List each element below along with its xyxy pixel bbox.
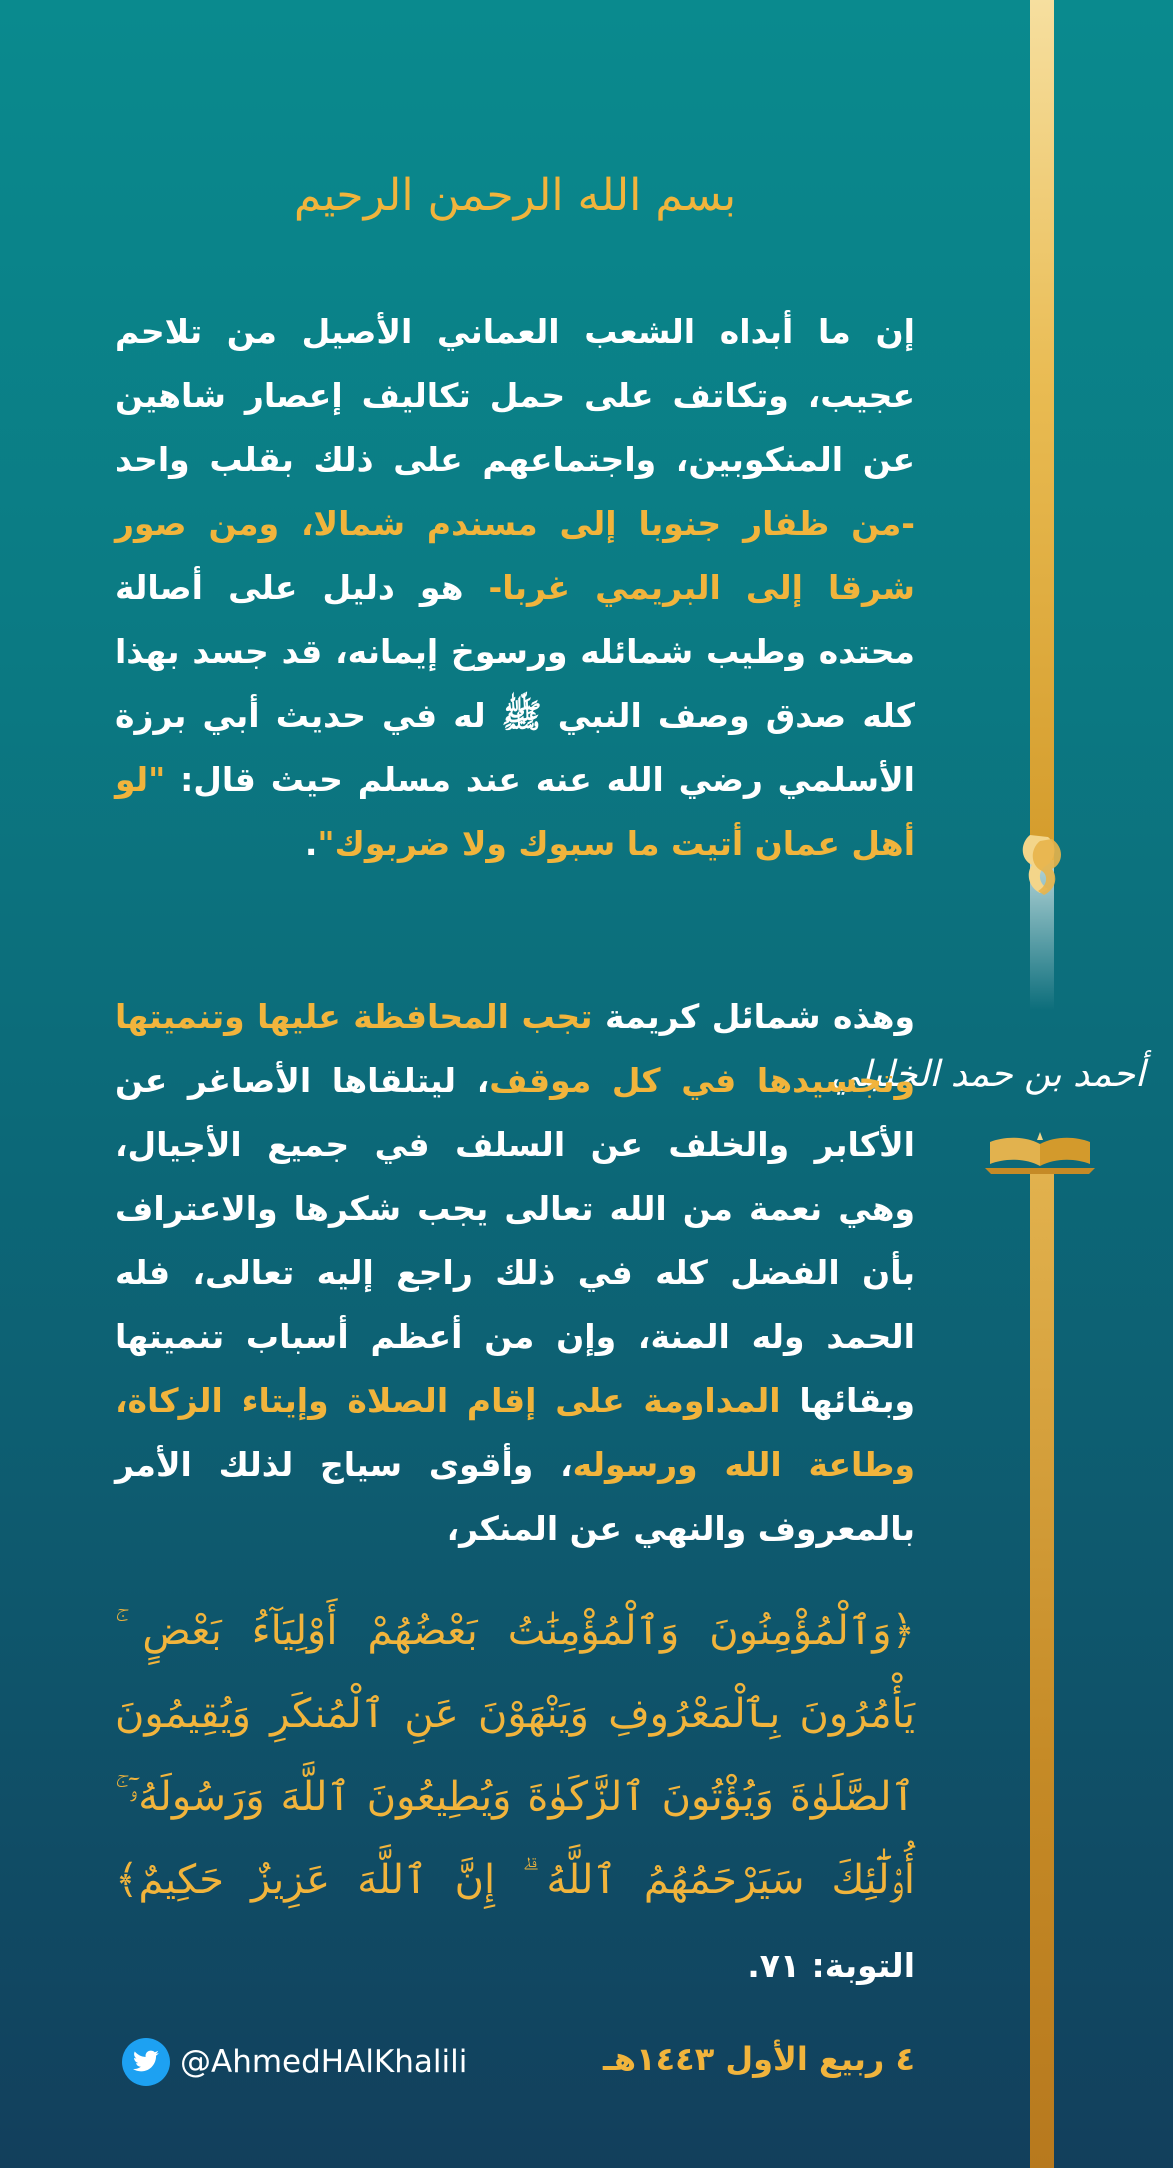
paragraph-two-s3: ، وأقوى سياج لذلك الأمر بالمعروف والنهي عن المنكر، [115, 1445, 915, 1548]
regions-highlight: -من ظفار جنوبا إلى مسندم شمالا، ومن صور شرقا إلى البريمي غربا- [115, 504, 916, 607]
hijri-date: ٤ ربيع الأول ١٤٤٣هـ [602, 2040, 915, 2078]
worship-highlight: المداومة على إقام الصلاة وإيتاء الزكاة، وطاعة الله ورسوله [115, 1381, 916, 1484]
quran-verse [115, 1590, 915, 2007]
paragraph-one [115, 300, 915, 876]
paragraph-one-end: . [304, 824, 318, 863]
calligraphy-signature: أحمد بن حمد الخليلي [830, 1054, 1145, 1095]
clasped-hands-icon [1012, 825, 1072, 905]
twitter-handle[interactable]: @AhmedHAlKhalili [180, 2044, 468, 2080]
paragraph-one-middle: هو دليل على أصالة محتده وطيب شمائله ورسوخ إيمانه، قد جسد بهذا كله صدق وصف النبي ﷺ له في حديث أبي برزة الأسلمي رضي الله عنه عند مسلم حيث قال: [115, 568, 915, 799]
paragraph-two-s2: ، ليتلقاها الأصاغر عن الأكابر والخلف عن السلف في جميع الأجيال، وهي نعمة من الله تعالى يجب شكرها والاعتراف بأن الفضل كله في ذلك راجع إليه تعالى، فله الحمد وله المنة، وإن من أعظم أسباب تنميتها وبقائها [115, 1061, 916, 1420]
paragraph-one-intro: إن ما أبداه الشعب العماني الأصيل من تلاحم عجيب، وتكاتف على حمل تكاليف إعصار شاهين عن المنكوبين، واجتماعهم على ذلك بقلب واحد [115, 312, 915, 479]
basmala-heading: بسم الله الرحمن الرحيم [293, 170, 737, 221]
paragraph-two-s1: وهذه شمائل كريمة [592, 997, 915, 1036]
gold-vertical-bar-bottom [1030, 1170, 1054, 2168]
hadith-quote: "لو أهل عمان أتيت ما سبوك ولا ضربوك" [115, 760, 915, 863]
gold-vertical-bar-top [1030, 0, 1054, 860]
quran-verse-text: ﴿وَٱلْمُؤْمِنُونَ وَٱلْمُؤْمِنَٰتُ بَعْضُهُمْ أَوْلِيَآءُ بَعْضٍ ۚ يَأْمُرُونَ بِٱلْمَعْرُوفِ وَيَنْهَوْنَ عَنِ ٱلْمُنكَرِ وَيُقِيمُونَ ٱلصَّلَوٰةَ وَيُؤْتُونَ ٱلزَّكَوٰةَ وَيُطِيعُونَ ٱللَّهَ وَرَسُولَهُۥٓ ۚ أُو۟لَٰٓئِكَ سَيَرْحَمُهُمُ ٱللَّهُ ۗ إِنَّ ٱللَّهَ عَزِيزٌ حَكِيمٌ﴾ [115, 1608, 915, 1903]
paragraph-two [115, 985, 915, 1561]
twitter-bird-icon [122, 2038, 170, 2086]
twitter-link[interactable] [122, 2038, 467, 2086]
open-book-icon [985, 1130, 1095, 1174]
quran-reference: التوبة: ٧١. [747, 1946, 915, 1985]
preservation-highlight: تجب المحافظة عليها وتنميتها وتجسيدها في كل موقف [115, 997, 915, 1100]
